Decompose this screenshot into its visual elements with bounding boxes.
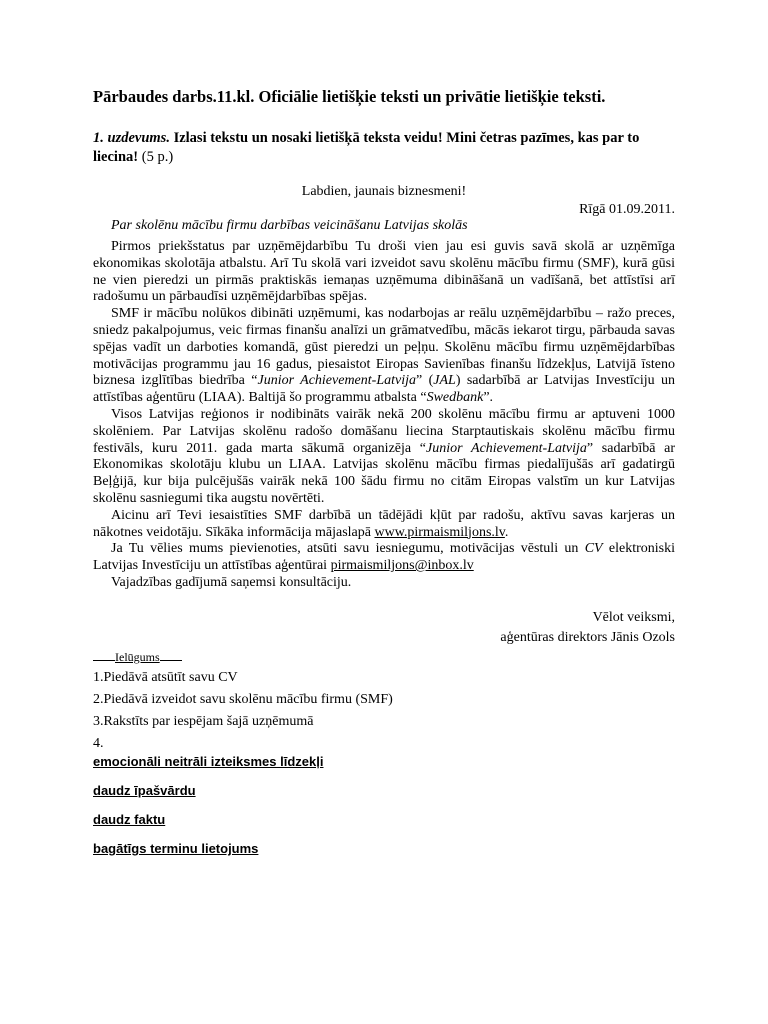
closing-signature: aģentūras direktors Jānis Ozols	[500, 630, 675, 645]
feature-item: emocionāli neitrāli izteiksmes līdzekļi	[93, 754, 324, 769]
text-run: ” (	[416, 373, 434, 389]
letter-subtitle: Par skolēnu mācību firmu darbības veicināšanu Latvijas skolās	[111, 218, 468, 233]
text-run: Aicinu arī Tevi iesaistīties SMF darbībā un tādējādi kļūt par radošu, aktīvu savas karjeras un nākotnes veidotāju. Sīkāka informācija mājaslapā	[93, 507, 675, 540]
list-item: 2.Piedāvā izveidot savu skolēnu mācību firmu (SMF)	[93, 692, 393, 707]
task-instruction	[93, 129, 675, 167]
task-label: 1. uzdevums.	[93, 130, 170, 146]
text-run: SMF ir mācību nolūkos dibināti uzņēmumi, kas nodarbojas ar reālu uzņēmējdarbību – ražo preces, sniedz pakalpojumus, veic firmas finanšu analīzi un grāmatvedību, mācās iekarot tirgu, pārbauda savas spējas vadīt un darboties komandā, gūst pieredzi un peļņu. Skolēnu mācību firmu uzņēmējdarbības motivācijas programmu jau 16 gadus, piesaistot Eiropas Savienības finanšu līdzekļus, Latvijā īsteno biznesa izglītības biedrība “	[93, 306, 675, 389]
features-list	[93, 754, 323, 870]
text-run: elektroniski Latvijas Investīciju un attīstības aģentūrai	[93, 541, 675, 574]
page-title: Pārbaudes darbs.11.kl. Oficiālie lietišķie teksti un privātie lietišķie teksti.	[93, 87, 606, 106]
letter-paragraph-6: Vajadzības gadījumā saņemsi konsultāciju.	[111, 574, 352, 590]
text-run: Ja Tu vēlies mums pievienoties, atsūti savu iesniegumu, motivācijas vēstuli un	[111, 541, 585, 557]
feature-item: daudz īpašvārdu	[93, 783, 196, 798]
text-run-italic: Junior Achievement-Latvija	[426, 440, 587, 456]
letter-greeting: Labdien, jaunais biznesmeni!	[301, 184, 467, 199]
letter-paragraph-1: Pirmos priekšstatus par uzņēmējdarbību Tu droši vien jau esi guvis savā skolā ar uzņēmīga ekonomikas skolotāja atbalstu. Arī Tu skolā vari izveidot savu skolēnu mācību firmu (SMF), kurā gūsi ne vien pieredzi un pirmās praktiskās iemaņas uzņēmuma dibināšanā un vadīšanā, bet attīstīsi arī radošumu un pārbaudīsi uzņēmējdarbības spējas.	[93, 239, 675, 305]
letter-paragraph-2	[93, 306, 675, 407]
letter-date: Rīgā 01.09.2011.	[579, 202, 675, 217]
text-run-italic: Junior Achievement-Latvija	[257, 373, 416, 389]
letter-closing	[500, 608, 675, 648]
underline-blank	[93, 651, 115, 661]
text-run: ) sadarbībā ar Latvijas Investīciju un attīstības aģentūru (LIAA). Baltijā šo programmu atbalsta “	[93, 373, 676, 406]
text-run-italic: Swedbank	[426, 390, 484, 406]
text-run: .	[504, 524, 509, 540]
letter-paragraph-4	[93, 508, 675, 542]
text-run: ”.	[483, 390, 494, 406]
text-run: Visos Latvijas reģionos ir nodibināts vairāk nekā 200 skolēnu mācību firmu ar aptuveni 1000 skolēniem. Par Latvijas skolēnu radošo domāšanu liecina Starptautiskais skolēnu mācību firmu festivāls, kuru 2011. gada marta sākumā organizēja “	[93, 406, 675, 456]
letter-paragraph-3	[93, 407, 675, 508]
list-item: 3.Rakstīts par iespējam šajā uzņēmumā	[93, 714, 314, 729]
list-item: 1.Piedāvā atsūtīt savu CV	[93, 670, 238, 685]
task-text: Izlasi tekstu un nosaki lietišķā teksta veidu! Mini četras pazīmes, kas par to liecina!	[93, 130, 640, 165]
text-run-italic: CV	[584, 541, 603, 557]
answer-type	[93, 650, 182, 665]
text-run: ” sadarbībā ar Ekonomikas skolotāju klubu un LIAA. Latvijas skolēnu mācību firmas piedalījušās arī gadatirgū Beļģijā, kur bija pulcējušās vairāk nekā 100 šādu firmu no citām Eiropas valstīm un kur Latvijas skolēnu sasniegumi tika augstu novērtēti.	[93, 440, 676, 506]
email-link[interactable]: pirmaismiljons@inbox.lv	[330, 558, 474, 574]
text-run-italic: JAL	[433, 373, 456, 389]
answer-type-label: Ielūgums	[115, 650, 160, 664]
letter-paragraph-5	[93, 541, 675, 575]
feature-item: daudz faktu	[93, 812, 166, 827]
list-item: 4.	[93, 736, 104, 751]
closing-wish: Vēlot veiksmi,	[592, 610, 675, 625]
letter-body	[93, 239, 675, 592]
feature-item: bagātīgs terminu lietojums	[93, 841, 259, 856]
task-points: (5 p.)	[138, 149, 174, 165]
website-link[interactable]: www.pirmaismiljons.lv	[374, 524, 505, 540]
underline-blank	[160, 651, 182, 661]
answer-list	[93, 667, 393, 755]
